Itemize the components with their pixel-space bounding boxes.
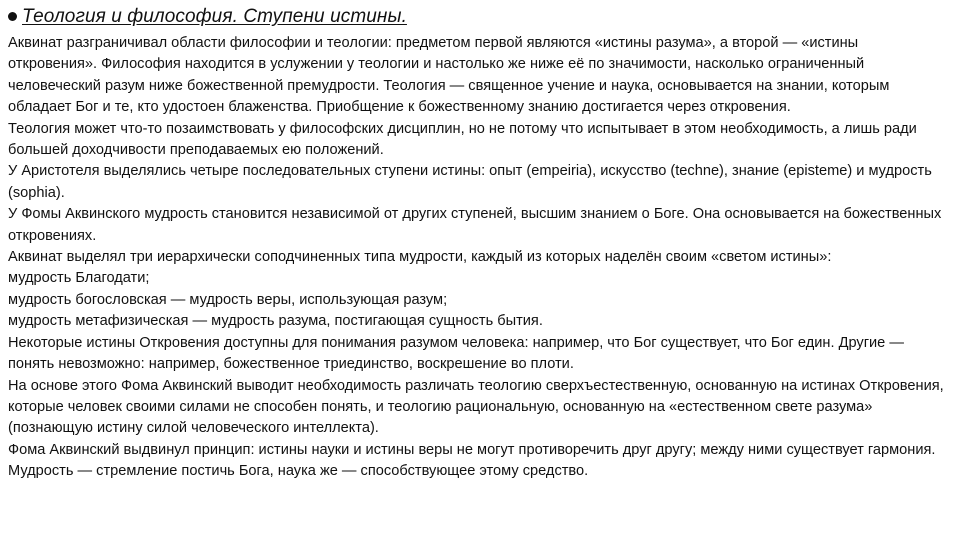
paragraph-truths: Некоторые истины Откровения доступны для понимания разумом человека: например, что Бог существует, что Бог един. Другие — понять невозможно: например, божественное триединство, воскрешение во плоти. (8, 334, 904, 373)
list-item-grace: мудрость Благодати; (8, 270, 150, 287)
list-item-metaphysical: мудрость метафизическая — мудрость разума, постигающая сущность бытия. (8, 313, 543, 330)
paragraph-aristotle: У Аристотеля выделялись четыре последовательных ступени истины: опыт (empeiria), искусство (techne), знание (episteme) и мудрость (sophia). (8, 163, 932, 201)
slide-body (8, 33, 950, 483)
paragraph-three-types: Аквинат выделял три иерархически соподчиненных типа мудрости, каждый из которых наделён своим «светом истины»: (8, 249, 832, 266)
slide-title: Теология и философия. Ступени истины. (22, 6, 407, 27)
paragraph-principle: Фома Аквинский выдвинул принцип: истины науки и истины веры не могут противоречить друг другу; между ними существует гармония. Мудрость — стремление постичь Бога, наука же — способствующее этому средство. (8, 441, 936, 480)
list-item-theological: мудрость богословская — мудрость веры, использующая разум; (8, 291, 448, 308)
paragraph-intro: Аквинат разграничивал области философии и теологии: предметом первой являются «истины разума», а второй — «истины откровения». Философия находится в услужении у теологии и настолько же ниже её по значимости, насколько ограниченный человеческий разум ниже божественной премудрости. Теология — священное учение и наука, основывается на знании, которым обладает Бог и те, кто удостоен блаженства. Приобщение к божественному знанию достигается через откровения. (8, 35, 890, 116)
paragraph-borrowing: Теология может что-то позаимствовать у философских дисциплин, но не потому что испытывает в этом необходимость, а лишь ради большей доходчивости преподаваемых ею положений. (8, 120, 917, 159)
paragraph-wisdom: У Фомы Аквинского мудрость становится независимой от других ступеней, высшим знанием о Боге. Она основывается на божественных откровениях. (8, 206, 942, 244)
bullet-icon (8, 12, 17, 21)
slide-heading (8, 6, 950, 32)
paragraph-distinction: На основе этого Фома Аквинский выводит необходимость различать теологию сверхъестественную, основанную на истинах Откровения, которые человек своими силами не способен понять, и теологию рациональную, основанную на «естественном свете разума» (познающую истину силой человеческого интеллекта). (8, 377, 944, 437)
